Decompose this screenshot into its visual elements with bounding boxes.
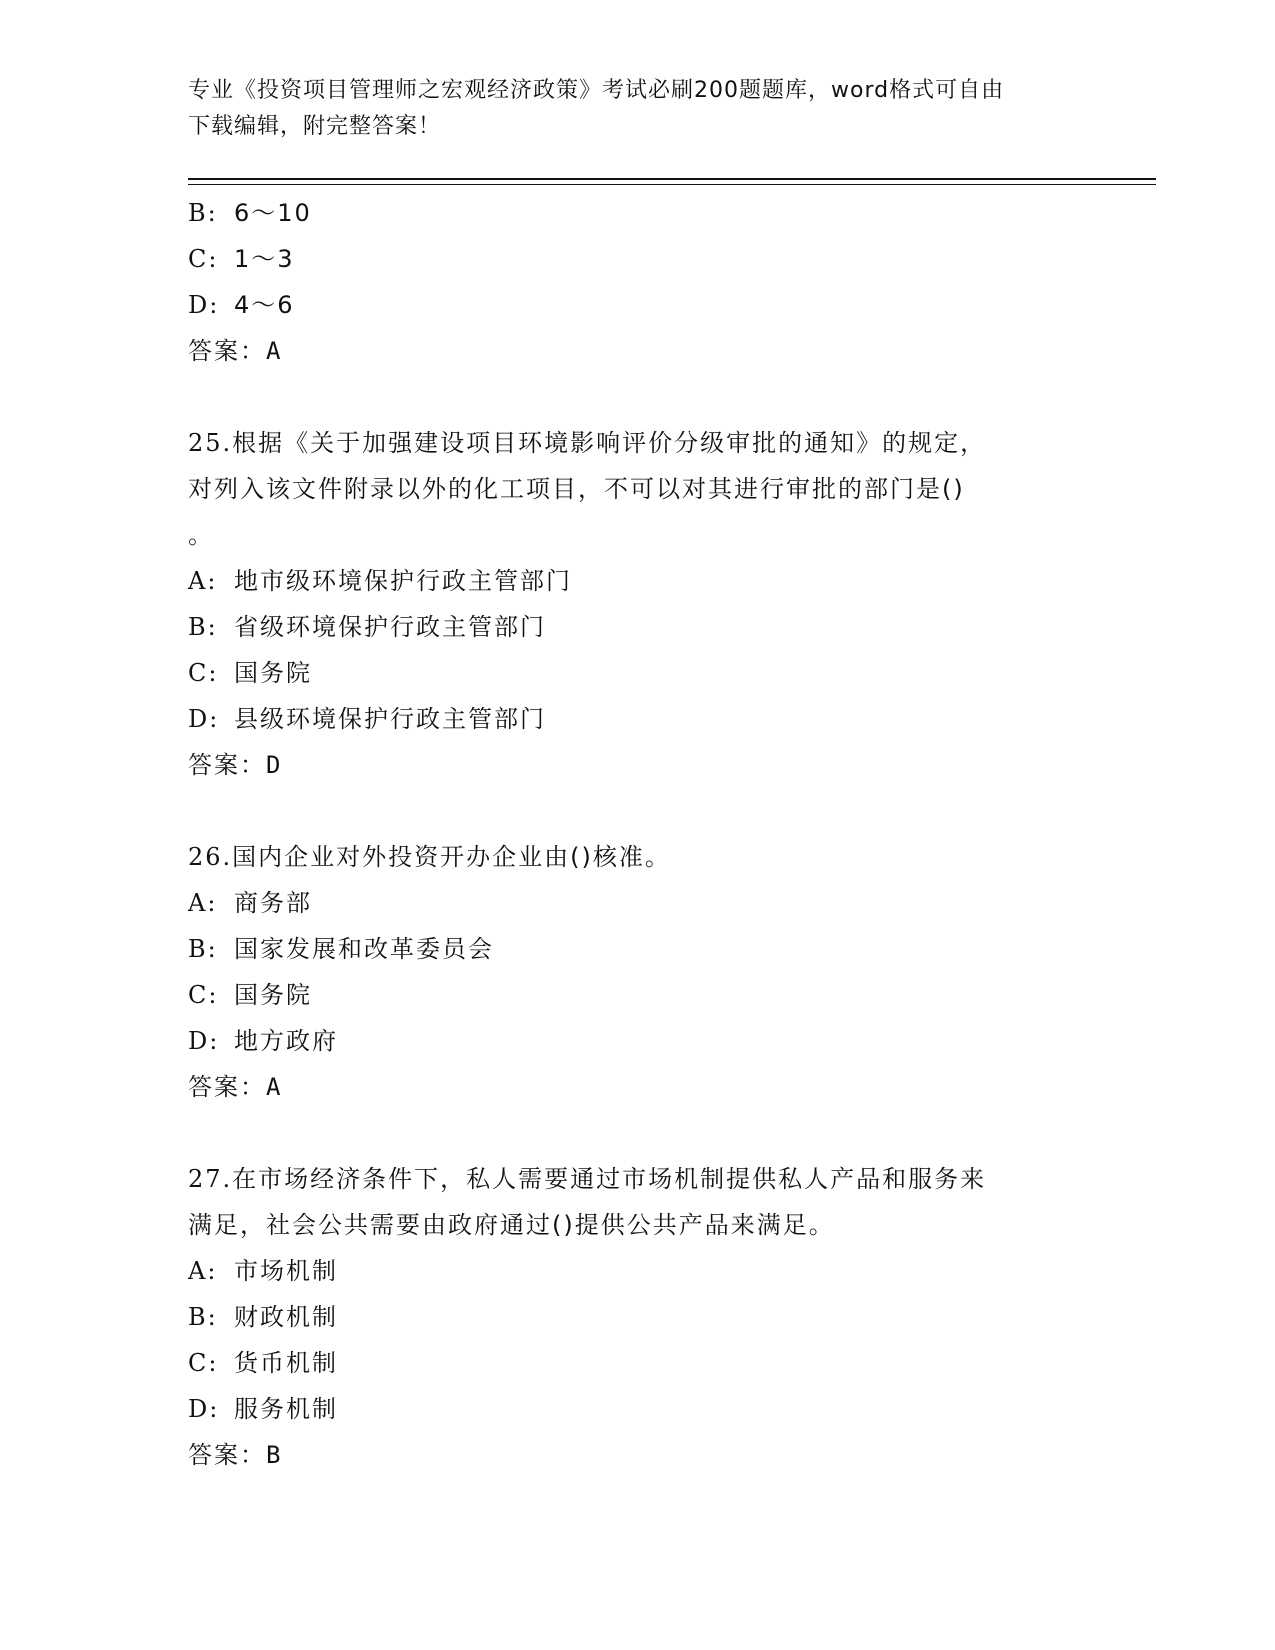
answer-label: 答案： <box>188 1441 266 1469</box>
answer-value: B <box>266 1441 283 1469</box>
question-text: 国内企业对外投资开办企业由()核准。 <box>232 843 671 871</box>
option-text: 县级环境保护行政主管部门 <box>234 705 546 733</box>
question-number: 25. <box>188 429 233 457</box>
document-body <box>188 190 1088 1478</box>
header-line-2: 下载编辑，附完整答案！ <box>188 114 442 139</box>
option-letter: D: <box>188 291 220 319</box>
question-text: 在市场经济条件下，私人需要通过市场机制提供私人产品和服务来 <box>232 1165 987 1193</box>
answer-line <box>188 1064 1088 1110</box>
option-text: 4～6 <box>234 291 295 319</box>
option-text: 国家发展和改革委员会 <box>234 935 494 963</box>
option-letter: C: <box>188 659 219 687</box>
question-block-27 <box>188 1156 1088 1478</box>
answer-label: 答案： <box>188 337 266 365</box>
question-number: 26. <box>188 843 233 871</box>
question-stem-line: 。 <box>188 521 214 549</box>
option-d <box>188 696 1088 742</box>
question-number: 27. <box>188 1165 233 1193</box>
option-d <box>188 1386 1088 1432</box>
option-b <box>188 190 1088 236</box>
option-text: 财政机制 <box>234 1303 338 1331</box>
option-letter: A: <box>188 567 218 595</box>
question-text: 根据《关于加强建设项目环境影响评价分级审批的通知》的规定， <box>232 429 987 457</box>
header-divider-thick <box>188 178 1156 180</box>
header-divider-thin <box>188 184 1156 185</box>
question-block-26 <box>188 834 1088 1110</box>
question-stem-line: 满足，社会公共需要由政府通过()提供公共产品来满足。 <box>188 1211 835 1239</box>
option-text: 国务院 <box>234 981 312 1009</box>
option-letter: C: <box>188 981 219 1009</box>
question-stem-line <box>188 420 1088 466</box>
option-letter: A: <box>188 1257 218 1285</box>
document-header <box>188 73 1088 145</box>
option-c <box>188 1340 1088 1386</box>
option-text: 1～3 <box>234 245 295 273</box>
option-text: 市场机制 <box>234 1257 338 1285</box>
option-letter: C: <box>188 245 219 273</box>
spacer <box>188 788 1088 834</box>
option-c <box>188 972 1088 1018</box>
option-text: 6～10 <box>234 199 312 227</box>
answer-value: A <box>266 337 283 365</box>
spacer <box>188 1110 1088 1156</box>
option-text: 货币机制 <box>234 1349 338 1377</box>
option-text: 商务部 <box>234 889 312 917</box>
header-line-1: 专业《投资项目管理师之宏观经济政策》考试必刷200题题库，word格式可自由 <box>188 78 1005 103</box>
question-stem-line <box>188 1156 1088 1202</box>
answer-value: D <box>266 751 283 779</box>
option-text: 地方政府 <box>234 1027 338 1055</box>
option-letter: B: <box>188 199 218 227</box>
answer-label: 答案： <box>188 1073 266 1101</box>
option-letter: D: <box>188 705 220 733</box>
option-text: 省级环境保护行政主管部门 <box>234 613 546 641</box>
option-letter: C: <box>188 1349 219 1377</box>
answer-line <box>188 742 1088 788</box>
option-letter: B: <box>188 613 218 641</box>
option-letter: B: <box>188 1303 218 1331</box>
option-d <box>188 282 1088 328</box>
option-a <box>188 1248 1088 1294</box>
question-stem-line <box>188 834 1088 880</box>
option-letter: B: <box>188 935 218 963</box>
option-a <box>188 558 1088 604</box>
option-b <box>188 604 1088 650</box>
answer-label: 答案： <box>188 751 266 779</box>
answer-value: A <box>266 1073 283 1101</box>
option-b <box>188 1294 1088 1340</box>
option-c <box>188 236 1088 282</box>
question-block-25 <box>188 420 1088 788</box>
option-letter: D: <box>188 1027 220 1055</box>
spacer <box>188 374 1088 420</box>
option-letter: D: <box>188 1395 220 1423</box>
option-letter: A: <box>188 889 218 917</box>
answer-line <box>188 328 1088 374</box>
answer-line <box>188 1432 1088 1478</box>
option-d <box>188 1018 1088 1064</box>
option-a <box>188 880 1088 926</box>
option-text: 国务院 <box>234 659 312 687</box>
option-text: 服务机制 <box>234 1395 338 1423</box>
prev-question-block <box>188 190 1088 374</box>
option-c <box>188 650 1088 696</box>
question-stem-line: 对列入该文件附录以外的化工项目，不可以对其进行审批的部门是() <box>188 475 965 503</box>
option-text: 地市级环境保护行政主管部门 <box>234 567 572 595</box>
option-b <box>188 926 1088 972</box>
